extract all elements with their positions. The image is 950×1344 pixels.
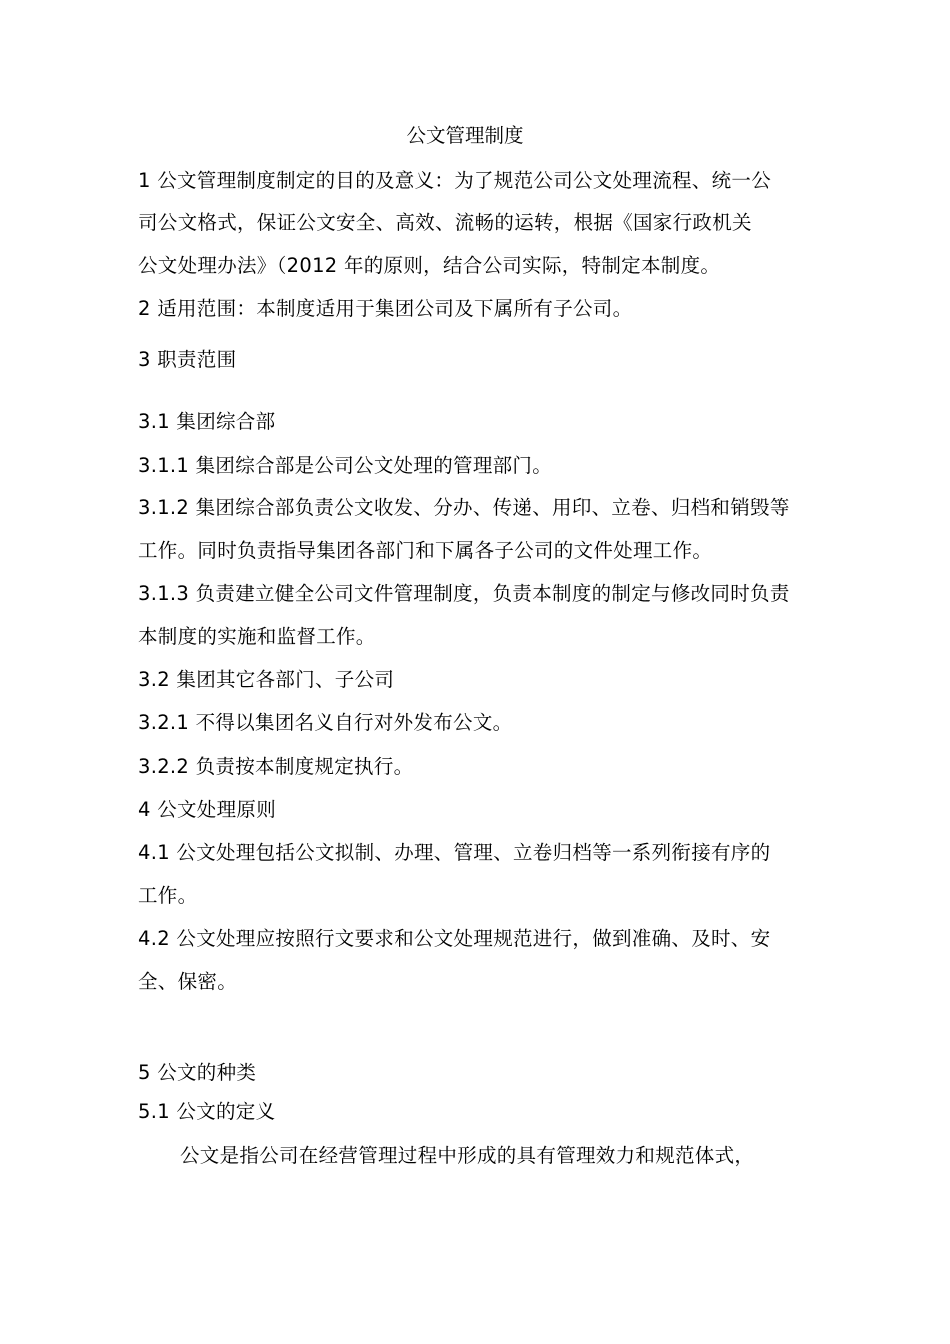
paragraph-line: 3.2.2 负责按本制度规定执行。 — [138, 755, 414, 778]
paragraph-line: 3.2.1 不得以集团名义自行对外发布公文。 — [138, 711, 513, 734]
subsection-heading: 5.1 公文的定义 — [138, 1100, 276, 1123]
paragraph-line: 司公文格式，保证公文安全、高效、流畅的运转，根据《国家行政机关 — [138, 211, 752, 234]
paragraph-line: 工作。同时负责指导集团各部门和下属各子公司的文件处理工作。 — [138, 539, 713, 562]
document-title: 公文管理制度 — [406, 124, 524, 147]
paragraph-line: 3.1.3 负责建立健全公司文件管理制度，负责本制度的制定与修改同时负责 — [138, 582, 790, 605]
paragraph-line: 本制度的实施和监督工作。 — [138, 625, 376, 648]
paragraph-line: 全、保密。 — [138, 970, 238, 993]
paragraph-line: 3.1.1 集团综合部是公司公文处理的管理部门。 — [138, 454, 553, 477]
paragraph-line: 3.1.2 集团综合部负责公文收发、分办、传递、用印、立卷、归档和销毁等 — [138, 496, 790, 519]
section-heading: 5 公文的种类 — [138, 1061, 257, 1084]
paragraph-line: 4.1 公文处理包括公文拟制、办理、管理、立卷归档等一系列衔接有序的 — [138, 841, 771, 864]
paragraph-line-indented: 公文是指公司在经营管理过程中形成的具有管理效力和规范体式， — [180, 1144, 755, 1167]
subsection-heading: 3.2 集团其它各部门、子公司 — [138, 668, 395, 691]
paragraph-line: 1 公文管理制度制定的目的及意义：为了规范公司公文处理流程、统一公 — [138, 169, 772, 192]
section-heading: 4 公文处理原则 — [138, 798, 277, 821]
section-heading: 3 职责范围 — [138, 348, 237, 371]
paragraph-line: 公文处理办法》（2012 年的原则，结合公司实际，特制定本制度。 — [138, 254, 721, 277]
section-heading: 2 适用范围：本制度适用于集团公司及下属所有子公司。 — [138, 297, 633, 320]
paragraph-line: 工作。 — [138, 884, 198, 907]
paragraph-line: 4.2 公文处理应按照行文要求和公文处理规范进行，做到准确、及时、安 — [138, 927, 771, 950]
subsection-heading: 3.1 集团综合部 — [138, 410, 276, 433]
